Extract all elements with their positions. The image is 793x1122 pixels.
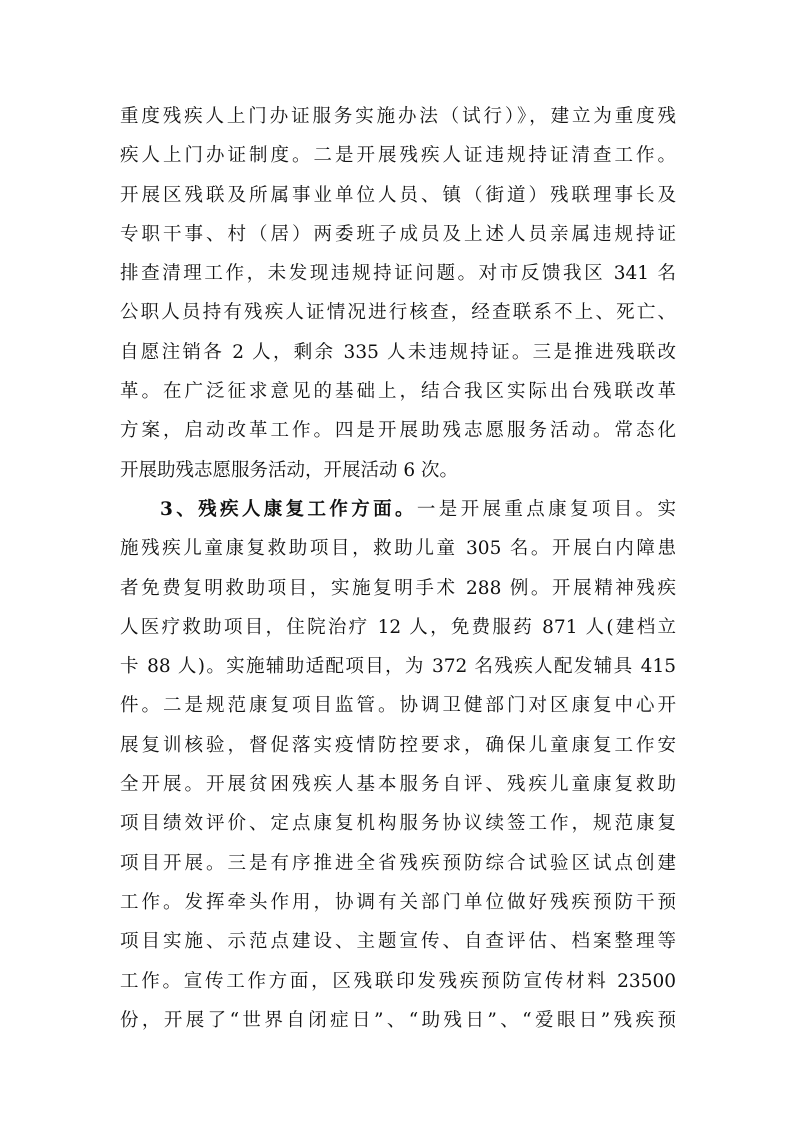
- body-text: [120, 97, 676, 1040]
- paragraph-line: 开展区残联及所属事业单位人员、镇（街道）残联理事长及: [120, 184, 676, 206]
- paragraph-line: 工作。宣传工作方面，区残联印发残疾预防宣传材料 23500: [120, 970, 676, 992]
- paragraph-line: 公职人员持有残疾人证情况进行核查，经查联系不上、死亡、: [120, 302, 676, 324]
- paragraph-line: 卡 88 人)。实施辅助适配项目，为 372 名残疾人配发辅具 415: [120, 656, 676, 678]
- paragraph-line: 自愿注销各 2 人，剩余 335 人未违规持证。三是推进残联改: [120, 341, 676, 363]
- section-heading: 3、残疾人康复工作方面。: [160, 498, 417, 520]
- paragraph-line: 项目绩效评价、定点康复机构服务协议续签工作，规范康复: [120, 813, 676, 835]
- paragraph-line: 全开展。开展贫困残疾人基本服务自评、残疾儿童康复救助: [120, 774, 676, 796]
- paragraph-line: 者免费复明救助项目，实施复明手术 288 例。开展精神残疾: [120, 577, 676, 599]
- paragraph-line: 方案，启动改革工作。四是开展助残志愿服务活动。常态化: [120, 420, 676, 442]
- paragraph-line: 项目实施、示范点建设、主题宣传、自查评估、档案整理等: [120, 931, 676, 953]
- paragraph-line: 开展助残志愿服务活动，开展活动 6 次。: [120, 459, 459, 481]
- section-first-line: [120, 490, 676, 529]
- paragraph-line: 施残疾儿童康复救助项目，救助儿童 305 名。开展白内障患: [120, 538, 676, 560]
- paragraph-line: 排查清理工作，未发现违规持证问题。对市反馈我区 341 名: [120, 263, 676, 285]
- paragraph-line: 重度残疾人上门办证服务实施办法（试行）》，建立为重度残: [120, 106, 676, 127]
- paragraph-line: 人医疗救助项目，住院治疗 12 人，免费服药 871 人(建档立: [120, 616, 676, 638]
- paragraph-line: 革。在广泛征求意见的基础上，结合我区实际出台残联改革: [120, 381, 676, 403]
- paragraph-line: 份，开展了“世界自闭症日”、“助残日”、“爱眼日”残疾预: [120, 1009, 676, 1031]
- paragraph-line: 展复训核验，督促落实疫情防控要求，确保儿童康复工作安: [120, 734, 676, 756]
- paragraph-line: 项目开展。三是有序推进全省残疾预防综合试验区试点创建: [120, 852, 676, 874]
- section-first-line-text: 一是开展重点康复项目。实: [416, 498, 676, 520]
- paragraph-line: 专职干事、村（居）两委班子成员及上述人员亲属违规持证: [120, 223, 676, 245]
- paragraph-line: 件。二是规范康复项目监管。协调卫健部门对区康复中心开: [120, 695, 676, 717]
- paragraph-line: 工作。发挥牵头作用，协调有关部门单位做好残疾预防干预: [120, 891, 676, 913]
- paragraph-line: 疾人上门办证制度。二是开展残疾人证违规持证清查工作。: [120, 145, 676, 167]
